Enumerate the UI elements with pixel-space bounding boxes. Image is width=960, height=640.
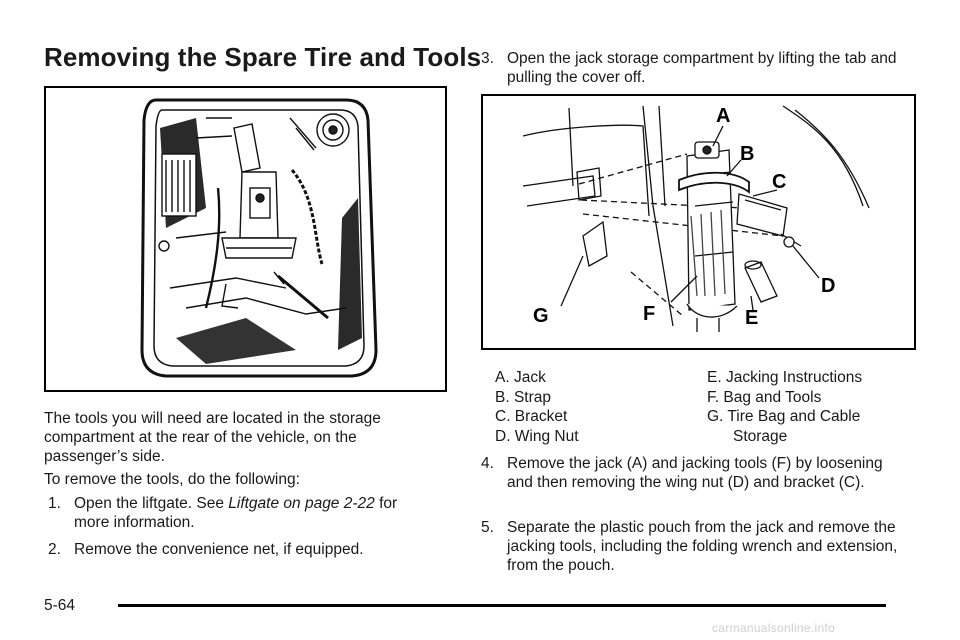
figure-label-d: D [821, 275, 836, 297]
legend-item-g: G. Tire Bag and Cable [707, 408, 861, 425]
legend-item-c: C. Bracket [495, 408, 568, 425]
step-2 [48, 540, 428, 559]
step-4-number: 4. [481, 455, 494, 472]
step-5-text: Separate the plastic pouch from the jack and remove the jacking tools, including the folding wrench and extension, from the pouch. [507, 519, 898, 574]
figure-label-b: B [740, 143, 755, 165]
step-3 [481, 49, 901, 87]
intro-paragraph: The tools you will need are located in the storage compartment at the rear of the vehicle, on the passenger’s side. [44, 410, 381, 465]
legend-item-g-continued: Storage [733, 427, 788, 445]
legend-item-e: E. Jacking Instructions [707, 369, 863, 386]
step-5-number: 5. [481, 519, 494, 536]
legend-item-f: F. Bag and Tools [707, 388, 822, 406]
figure-legend-right [707, 368, 862, 446]
step-1-number: 1. [48, 495, 61, 512]
page-number: 5-64 [44, 597, 76, 614]
step-1 [48, 494, 428, 532]
compartment-illustration [44, 86, 447, 392]
liftgate-reference-link[interactable]: Liftgate on page 2-22 [228, 495, 375, 512]
step-3-number: 3. [481, 50, 494, 67]
instruction-paragraph: To remove the tools, do the following: [44, 471, 300, 488]
figure-legend-left [495, 368, 579, 446]
legend-item-d: D. Wing Nut [495, 427, 579, 445]
legend-item-a: A. Jack [495, 369, 546, 386]
step-3-text: Open the jack storage compartment by lifting the tab and pulling the cover off. [507, 50, 897, 86]
figure-label-f: F [643, 303, 656, 325]
figure-label-e: E [745, 307, 759, 329]
step-4-text: Remove the jack (A) and jacking tools (F) by loosening and then removing the wing nut (D) and bracket (C). [507, 455, 883, 491]
step-1-text: Open the liftgate. See Liftgate on page 2-22 for more information. [74, 495, 398, 531]
step-5 [481, 518, 901, 575]
legend-item-b: B. Strap [495, 388, 551, 406]
step-2-text: Remove the convenience net, if equipped. [74, 541, 364, 558]
page-title: Removing the Spare Tire and Tools [44, 42, 482, 72]
watermark: carmanualsonline.info [712, 621, 836, 635]
footer-rule [118, 604, 886, 607]
figure-label-a: A [716, 105, 731, 127]
step-4 [481, 454, 901, 492]
figure-label-c: C [772, 171, 787, 193]
jack-storage-illustration [481, 94, 916, 350]
figure-label-g: G [533, 305, 549, 327]
step-2-number: 2. [48, 541, 61, 558]
